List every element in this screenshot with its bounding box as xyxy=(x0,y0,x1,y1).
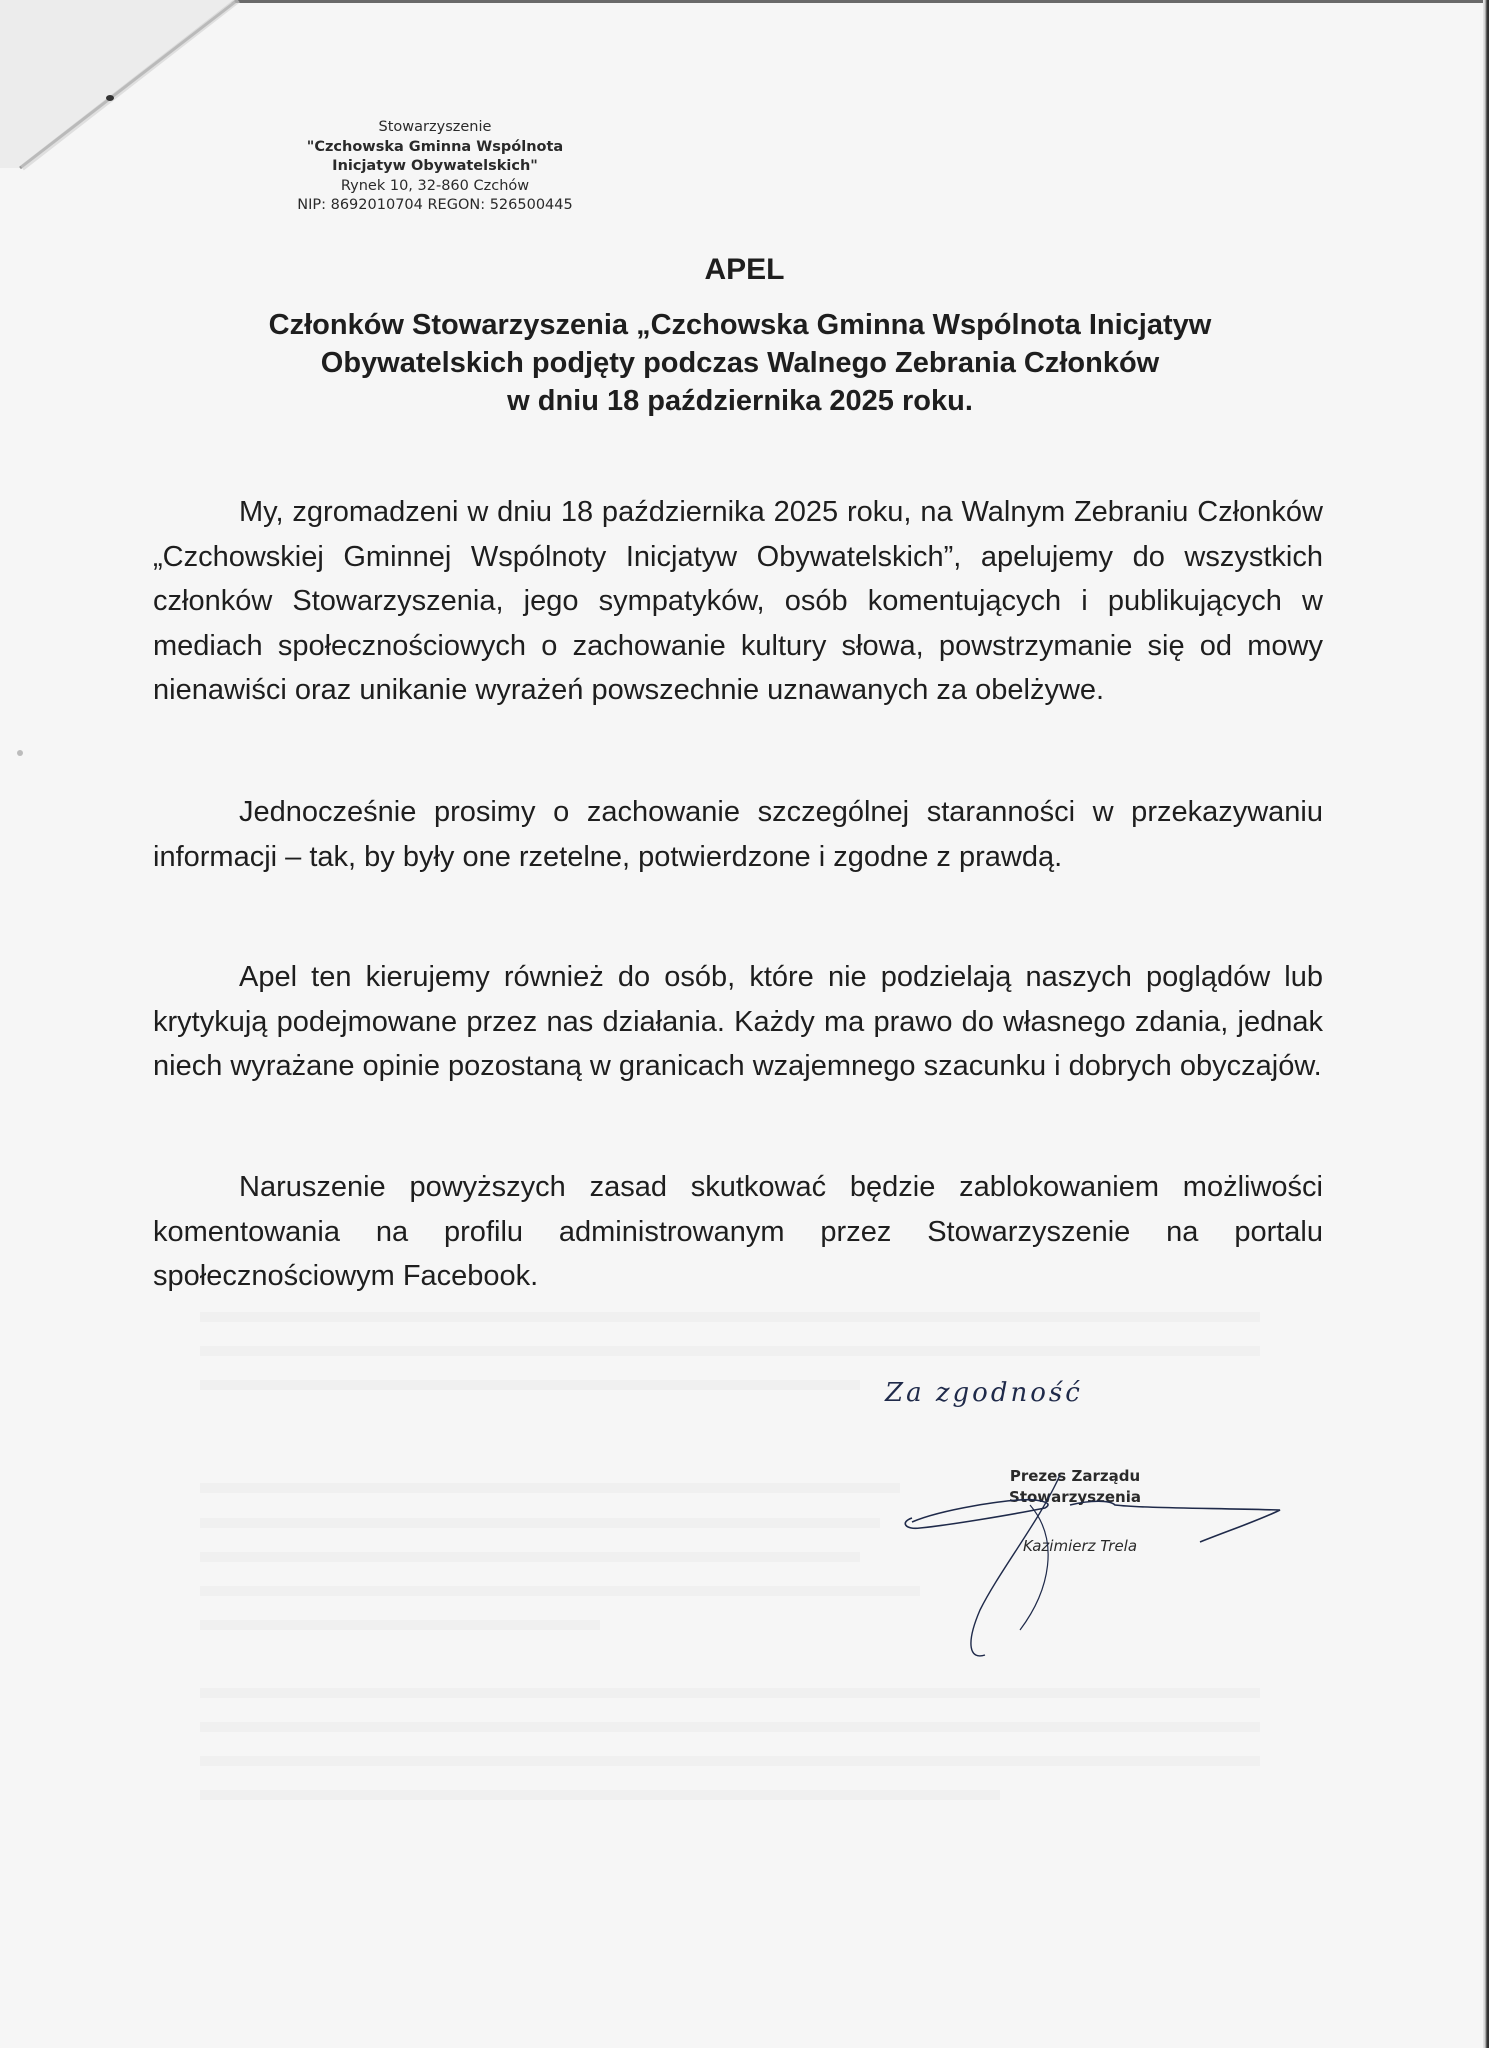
body-paragraph-1 xyxy=(153,490,1323,713)
bleed-through xyxy=(200,1552,860,1562)
paragraph-text: My, zgromadzeni w dniu 18 października 2025 roku, na Walnym Zebraniu Członków „Czchowskiej Gminnej Wspólnoty Inicjatyw Obywatelskich”, apelujemy do wszystkich członków Stowarzyszenia, jego sympatyków, osób komentujących i publikujących w mediach społecznościowych o zachowanie kultury słowa, powstrzymanie się od mowy nienawiści oraz unikanie wyrażeń powszechnie uznawanych za obelżywe. xyxy=(153,496,1323,706)
document-subtitle xyxy=(150,306,1330,420)
org-name-line2: Inicjatyw Obywatelskich" xyxy=(332,158,538,174)
certification-note: Za zgodność xyxy=(885,1378,1083,1408)
paragraph-text: Apel ten kierujemy również do osób, które nie podzielają naszych poglądów lub krytykują podejmowane przez nas działania. Każdy ma prawo do własnego zdania, jednak niech wyrażane opinie pozostaną w granicach wzajemnego szacunku i dobrych obyczajów. xyxy=(153,961,1323,1082)
bleed-through xyxy=(200,1688,1260,1698)
subtitle-line3: w dniu 18 października 2025 roku. xyxy=(507,385,973,417)
org-name-line1: "Czchowska Gminna Wspólnota xyxy=(306,138,564,155)
org-type: Stowarzyszenie xyxy=(378,119,492,135)
page-top-edge xyxy=(230,0,1489,3)
bleed-through xyxy=(200,1346,1260,1356)
paragraph-text: Naruszenie powyższych zasad skutkować będzie zablokowaniem możliwości komentowania na profilu administrowanym przez Stowarzyszenie na portalu społecznościowym Facebook. xyxy=(153,1171,1323,1292)
scan-speck xyxy=(17,750,23,756)
body-paragraph-3 xyxy=(153,955,1323,1089)
bleed-through xyxy=(200,1483,900,1493)
body-paragraph-2 xyxy=(153,790,1323,879)
role-line2: Stowarzyszenia xyxy=(1009,1488,1141,1506)
signatory-role xyxy=(960,1466,1190,1508)
bleed-through xyxy=(200,1722,1260,1732)
org-ids: NIP: 8692010704 REGON: 526500445 xyxy=(297,197,573,213)
bleed-through xyxy=(200,1620,600,1630)
bleed-through xyxy=(200,1756,1260,1766)
page-right-edge xyxy=(1483,0,1489,2048)
signatory-name: Kazimierz Trela xyxy=(1022,1537,1138,1555)
role-line1: Prezes Zarządu xyxy=(1009,1467,1141,1485)
body-paragraph-4 xyxy=(153,1165,1323,1299)
bleed-through xyxy=(200,1790,1000,1800)
bleed-through xyxy=(200,1312,1260,1322)
org-address: Rynek 10, 32-860 Czchów xyxy=(340,177,530,194)
bleed-through xyxy=(200,1518,880,1528)
subtitle-line2: Obywatelskich podjęty podczas Walnego Zebrania Członków xyxy=(320,347,1160,379)
subtitle-line1: Członków Stowarzyszenia „Czchowska Gminna Wspólnota Inicjatyw xyxy=(268,309,1212,341)
document-title: APEL xyxy=(704,253,785,286)
paragraph-text: Jednocześnie prosimy o zachowanie szczególnej staranności w przekazywaniu informacji – tak, by były one rzetelne, potwierdzone i zgodne z prawdą. xyxy=(153,796,1323,873)
bleed-through xyxy=(200,1380,860,1390)
organization-header xyxy=(250,118,620,216)
bleed-through xyxy=(200,1586,920,1596)
